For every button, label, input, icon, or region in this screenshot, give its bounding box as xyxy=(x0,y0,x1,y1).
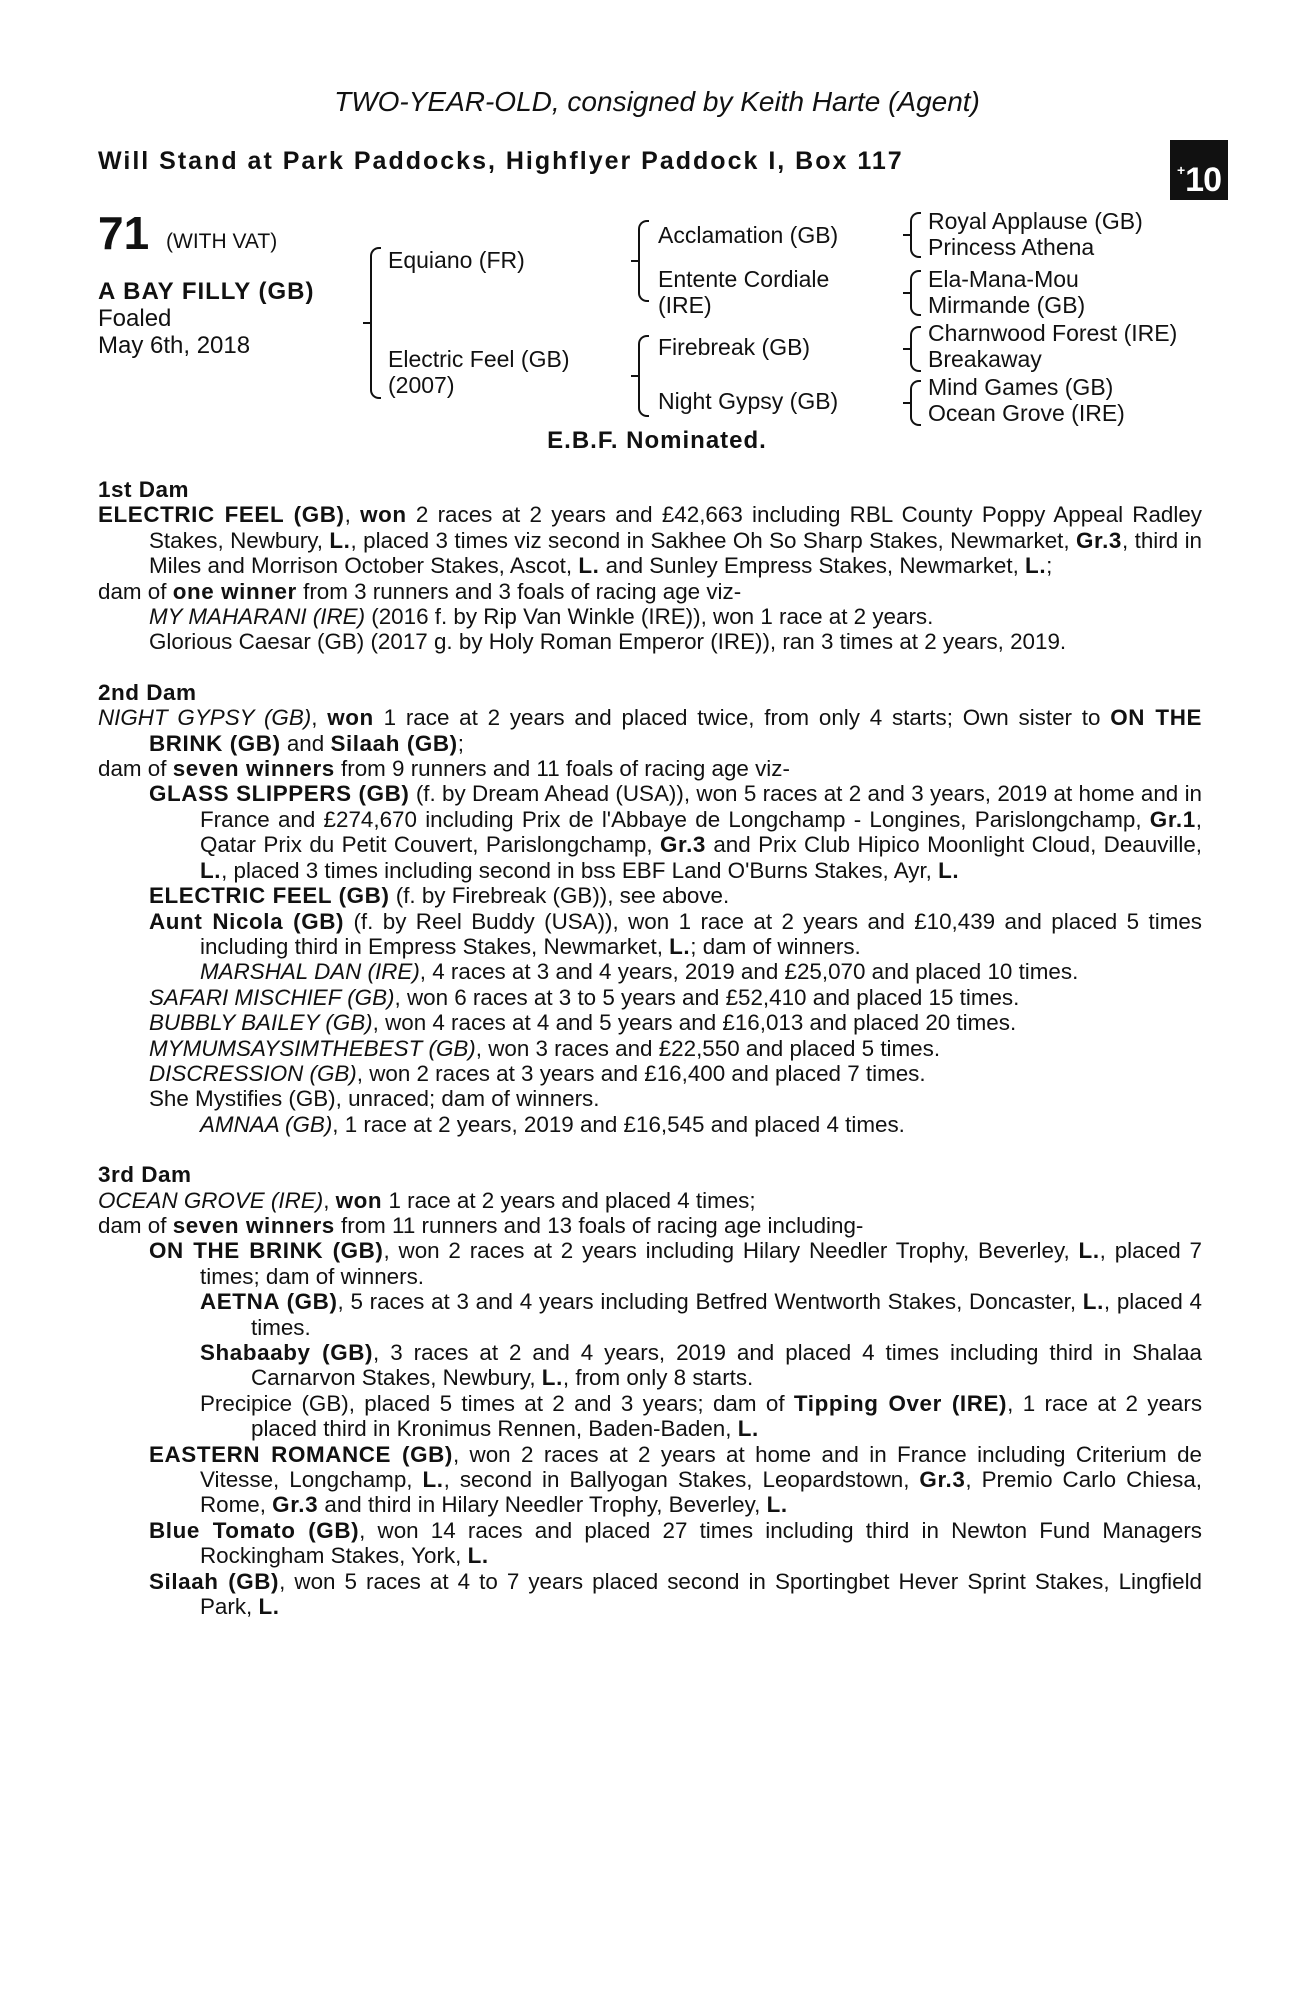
text-run: and Sunley Empress Stakes, Newmarket, xyxy=(599,553,1026,579)
text-run: , won 4 races at 4 and 5 years and £16,013 and placed 20 times. xyxy=(372,1010,1017,1036)
text-run: DISCRESSION (GB) xyxy=(149,1060,357,1086)
text-run: ELECTRIC FEEL (GB) xyxy=(98,502,345,528)
third-dam-foal xyxy=(98,1569,1202,1620)
text-run: dam of xyxy=(98,1212,173,1238)
third-dam-foal xyxy=(98,1442,1202,1518)
text-run: , won 2 races at 2 years at home and in France including Criterium de Vitesse, Longchamp, xyxy=(200,1441,1202,1493)
second-dam-produce-summary xyxy=(98,756,1202,781)
text-run: AETNA (GB) xyxy=(200,1289,338,1315)
text-run: (2016 f. by Rip Van Winkle (IRE)), won 1 race at 2 years. xyxy=(365,604,934,630)
lot-number: 71 xyxy=(98,207,150,259)
text-run: , 1 race at 2 years, 2019 and £16,545 and placed 4 times. xyxy=(332,1111,905,1137)
text-run: SAFARI MISCHIEF (GB) xyxy=(149,984,395,1010)
text-run: She Mystifies (GB), unraced; dam of winners. xyxy=(149,1086,600,1112)
text-run: L. xyxy=(578,553,600,579)
text-run: L. xyxy=(541,1365,563,1391)
text-run: Blue Tomato (GB) xyxy=(149,1517,360,1543)
pedigree-sire-dam-name: Entente Cordiale xyxy=(658,266,830,292)
text-run: from 11 runners and 13 foals of racing age including- xyxy=(334,1212,864,1238)
first-dam-record xyxy=(98,502,1202,578)
ebf-nomination: E.B.F. Nominated. xyxy=(547,427,767,454)
badge-number: 10 xyxy=(1185,161,1221,199)
grand-produce xyxy=(98,959,1202,984)
foaled-info xyxy=(98,305,250,359)
second-dam-foal xyxy=(98,909,1202,960)
first-dam-foal xyxy=(98,629,1202,654)
text-run: L. xyxy=(200,857,222,883)
pedigree-sss: Royal Applause (GB) xyxy=(928,208,1143,234)
text-run: , won 14 races and placed 27 times including third in Newton Fund Managers Rockingham Stakes, York, xyxy=(200,1517,1202,1569)
pedigree-dam-year: (2007) xyxy=(388,372,455,398)
pedigree-dds: Mind Games (GB) xyxy=(928,374,1114,400)
text-run: L. xyxy=(1025,553,1047,579)
second-dam-record xyxy=(98,705,1202,756)
pedigree-dsd: Breakaway xyxy=(928,346,1042,372)
text-run: Shabaaby (GB) xyxy=(200,1340,374,1365)
text-run: Gr.3 xyxy=(660,832,706,858)
brace-ss-parents xyxy=(910,212,921,258)
vat-note: (WITH VAT) xyxy=(166,230,278,253)
second-dam-foal xyxy=(98,1086,1202,1111)
first-dam-heading: 1st Dam xyxy=(98,477,190,502)
pedigree-sdd: Mirmande (GB) xyxy=(928,292,1086,318)
foaled-date: May 6th, 2018 xyxy=(98,332,251,359)
pedigree-dam xyxy=(388,346,569,398)
text-run: ELECTRIC FEEL (GB) xyxy=(149,883,390,909)
text-run: won xyxy=(360,502,407,528)
text-run: Glorious Caesar (GB) (2017 g. by Holy Roman Emperor (IRE)), ran 3 times at 2 years, 2019. xyxy=(149,629,1067,655)
pedigree-sire-sire: Acclamation (GB) xyxy=(658,222,839,248)
text-run: (f. by Reel Buddy (USA)), won 1 race at 2 years and £10,439 and placed 5 times including third in Empress Stakes, Newmarket, xyxy=(200,908,1202,959)
brace-dd-parents xyxy=(910,380,921,426)
text-run: (f. by Dream Ahead (USA)), won 5 races at 2 and 3 years, 2019 at home and in France and £274,670 including Prix de l'Abbaye de Longchamp - Longines, Parislongchamp, xyxy=(200,781,1202,832)
text-run: , Premio Carlo Chiesa, Rome, xyxy=(200,1467,1202,1518)
text-run: OCEAN GROVE (IRE) xyxy=(98,1187,324,1213)
text-run: won xyxy=(335,1187,383,1213)
text-run: Gr.3 xyxy=(272,1492,319,1518)
text-run: BUBBLY BAILEY (GB) xyxy=(149,1010,373,1036)
pedigree-sds: Ela-Mana-Mou xyxy=(928,266,1079,292)
text-run: , 4 races at 3 and 4 years, 2019 and £25,070 and placed 10 times. xyxy=(419,959,1079,985)
text-run: , xyxy=(323,1187,336,1213)
second-dam-foal xyxy=(98,985,1202,1010)
text-run: ON THE BRINK (GB) xyxy=(149,705,1202,756)
text-run: , 1 race at 2 years placed third in Kronimus Rennen, Baden-Baden, xyxy=(251,1390,1203,1442)
third-dam-produce-summary xyxy=(98,1213,1202,1238)
badge-plus: + xyxy=(1176,162,1185,178)
section-gap xyxy=(98,655,1202,680)
text-run: NIGHT GYPSY (GB) xyxy=(98,705,312,731)
text-run: , xyxy=(311,705,328,731)
text-run: , xyxy=(344,502,361,528)
text-run: GLASS SLIPPERS (GB) xyxy=(149,781,410,807)
pedigree-sire-dam-suffix: (IRE) xyxy=(658,292,712,318)
text-run: , won 2 races at 2 years including Hilary Needler Trophy, Beverley, xyxy=(383,1238,1079,1264)
text-run: MY MAHARANI (IRE) xyxy=(149,604,366,630)
text-run: MARSHAL DAN (IRE) xyxy=(200,959,420,985)
text-run: EASTERN ROMANCE (GB) xyxy=(149,1441,453,1467)
first-dam-foal xyxy=(98,604,1202,629)
text-run: , placed 3 times including second in bss EBF Land O'Burns Stakes, Ayr, xyxy=(221,857,939,883)
text-run: ON THE BRINK (GB) xyxy=(149,1238,384,1264)
text-run: (f. by Firebreak (GB)), see above. xyxy=(389,883,730,909)
text-run: L. xyxy=(258,1594,280,1620)
text-run: and third in Hilary Needler Trophy, Beverley, xyxy=(318,1492,767,1518)
text-run: ; dam of winners. xyxy=(690,933,861,959)
text-run: , placed 3 times viz second in Sakhee Oh So Sharp Stakes, Newmarket, xyxy=(350,527,1077,553)
second-dam-heading: 2nd Dam xyxy=(98,679,197,705)
grand-produce xyxy=(98,1289,1202,1340)
text-run: Gr.3 xyxy=(1076,527,1122,553)
text-run: , from only 8 starts. xyxy=(562,1365,754,1391)
brace-generation-1 xyxy=(370,247,381,399)
text-run: Precipice (GB), placed 5 times at 2 and 3 years; dam of xyxy=(200,1390,794,1416)
text-run: L. xyxy=(938,857,960,883)
text-run: and Prix Club Hipico Moonlight Cloud, Deauville, xyxy=(705,832,1202,858)
text-run: L. xyxy=(766,1492,788,1518)
text-run: 1 race at 2 years and placed twice, from only 4 starts; Own sister to xyxy=(373,705,1111,731)
pedigree-dam-name: Electric Feel (GB) xyxy=(388,346,570,372)
text-run: L. xyxy=(467,1543,489,1569)
text-run: , 3 races at 2 and 4 years, 2019 and placed 4 times including third in Shalaa Carnarvon Stakes, Newbury, xyxy=(251,1340,1202,1391)
pedigree-sire-dam xyxy=(658,266,829,318)
second-dam-foal xyxy=(98,781,1202,883)
text-run: , Qatar Prix du Petit Couvert, Parislongchamp, xyxy=(200,806,1202,858)
consignor-line: TWO-YEAR-OLD, consigned by Keith Harte (Agent) xyxy=(334,86,980,117)
text-run: won xyxy=(327,705,374,731)
text-run: 1 race at 2 years and placed 4 times; xyxy=(382,1187,756,1213)
third-dam-record xyxy=(98,1188,1202,1213)
text-run: , placed 7 times; dam of winners. xyxy=(200,1238,1202,1289)
text-run: Silaah (GB) xyxy=(149,1568,280,1594)
second-dam-foal xyxy=(98,1036,1202,1061)
text-run: one winner xyxy=(172,578,297,604)
text-run: AMNAA (GB) xyxy=(200,1111,333,1137)
text-run: Gr.1 xyxy=(1149,806,1196,832)
second-dam-foal xyxy=(98,1061,1202,1086)
text-run: , won 2 races at 3 years and £16,400 and placed 7 times. xyxy=(356,1060,926,1086)
third-dam-heading: 3rd Dam xyxy=(98,1162,192,1188)
family-notes xyxy=(98,477,1202,1619)
first-dam-produce-summary xyxy=(98,579,1202,604)
text-run: dam of xyxy=(98,756,173,782)
text-run: seven winners xyxy=(172,756,335,782)
pedigree-ssd: Princess Athena xyxy=(928,234,1095,260)
foaled-label: Foaled xyxy=(98,305,172,332)
text-run: L. xyxy=(422,1467,444,1493)
text-run: , won 5 races at 4 to 7 years placed second in Sportingbet Hever Sprint Stakes, Lingfield Park, xyxy=(200,1568,1203,1620)
text-run: ; xyxy=(1046,553,1053,579)
pedigree-ddd: Ocean Grove (IRE) xyxy=(928,400,1125,426)
text-run: Tipping Over (IRE) xyxy=(793,1390,1008,1416)
text-run: Gr.3 xyxy=(919,1467,966,1493)
pedigree-sire: Equiano (FR) xyxy=(388,247,525,273)
pedigree-dam-dam: Night Gypsy (GB) xyxy=(658,388,839,414)
text-run: and xyxy=(280,730,331,756)
text-run: MYMUMSAYSIMTHEBEST (GB) xyxy=(149,1035,476,1061)
stand-location: Will Stand at Park Paddocks, Highflyer Paddock I, Box 117 xyxy=(98,147,904,175)
text-run: L. xyxy=(1078,1238,1100,1264)
text-run: from 9 runners and 11 foals of racing age viz- xyxy=(334,756,790,782)
text-run: dam of xyxy=(98,578,173,604)
text-run: Silaah (GB) xyxy=(330,730,458,756)
pedigree-dam-sire: Firebreak (GB) xyxy=(658,334,811,360)
text-run: , 5 races at 3 and 4 years including Betfred Wentworth Stakes, Doncaster, xyxy=(337,1289,1083,1315)
brace-sd-parents xyxy=(910,270,921,316)
text-run: L. xyxy=(329,527,351,553)
third-dam-foal xyxy=(98,1518,1202,1569)
text-run: , won 3 races and £22,550 and placed 5 times. xyxy=(475,1035,941,1061)
text-run: , second in Ballyogan Stakes, Leopardstown, xyxy=(443,1467,920,1493)
text-run: , won 6 races at 3 to 5 years and £52,410 and placed 15 times. xyxy=(394,984,1020,1010)
second-dam-foal xyxy=(98,1010,1202,1035)
section-gap xyxy=(98,1137,1202,1162)
text-run: Aunt Nicola (GB) xyxy=(149,908,345,934)
grand-produce xyxy=(98,1340,1202,1391)
text-run: from 3 runners and 3 foals of racing age viz- xyxy=(296,578,742,604)
pedigree-dss: Charnwood Forest (IRE) xyxy=(928,320,1178,346)
catalogue-badge xyxy=(1170,140,1228,200)
text-run: , placed 4 times. xyxy=(251,1289,1202,1340)
text-run: L. xyxy=(669,933,691,959)
text-run: L. xyxy=(737,1416,759,1442)
text-run: 2 races at 2 years and £42,663 including RBL County Poppy Appeal Radley Stakes, Newbury, xyxy=(149,502,1203,553)
brace-ds-parents xyxy=(910,326,921,372)
brace-sire-parents xyxy=(638,220,649,302)
second-dam-foal xyxy=(98,883,1202,908)
horse-name: A BAY FILLY (GB) xyxy=(98,278,315,305)
third-dam-foal xyxy=(98,1238,1202,1289)
grand-produce xyxy=(98,1112,1202,1137)
grand-produce xyxy=(98,1391,1202,1442)
text-run: ; xyxy=(457,730,464,756)
brace-dam-parents xyxy=(638,335,649,417)
text-run: seven winners xyxy=(172,1212,335,1238)
text-run: , third in Miles and Morrison October Stakes, Ascot, xyxy=(149,527,1203,579)
text-run: L. xyxy=(1082,1289,1104,1315)
